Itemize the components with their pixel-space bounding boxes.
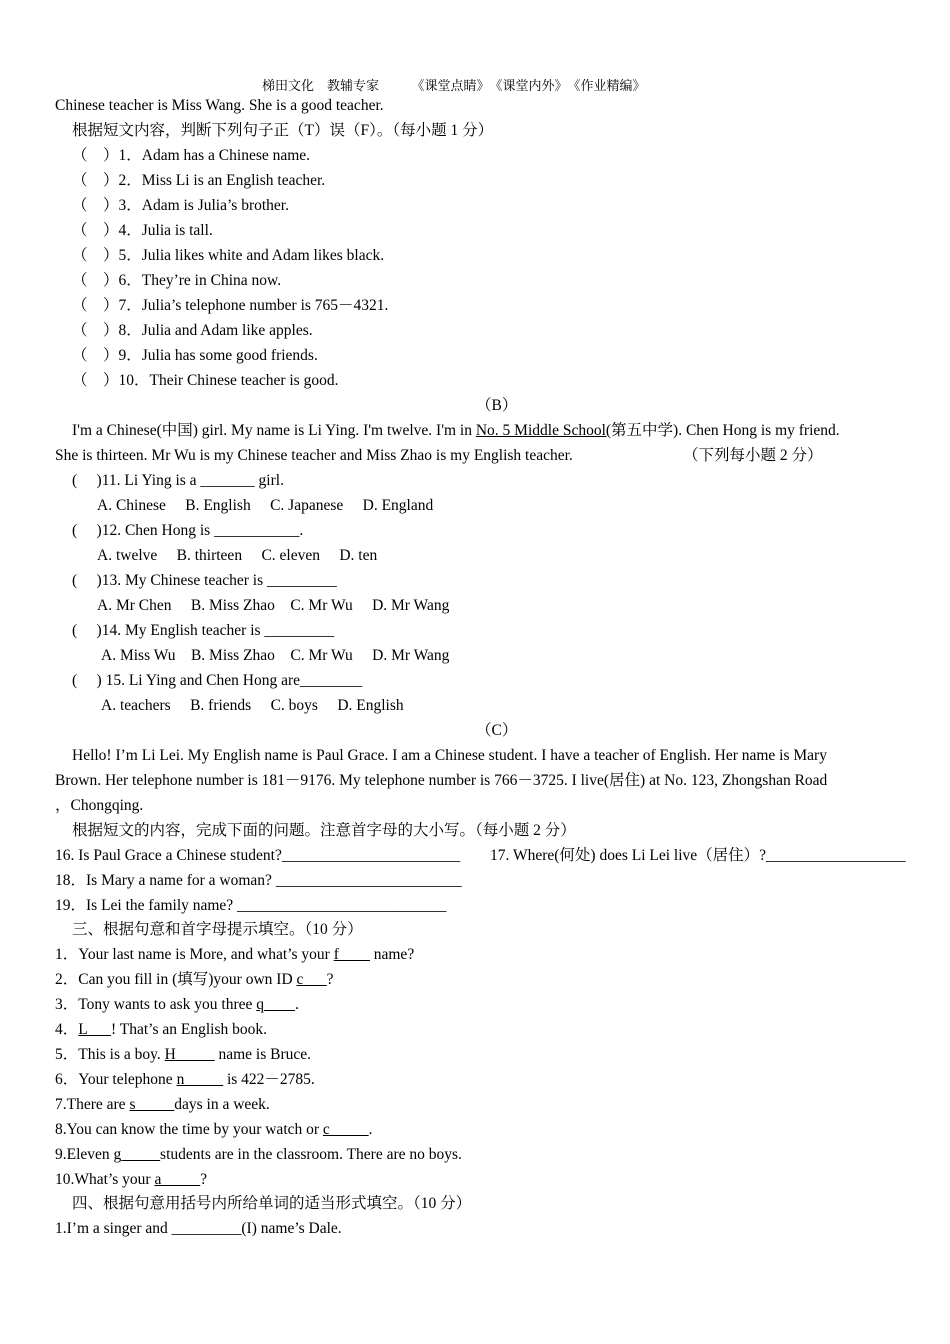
tf-item: （ ）9．Julia has some good friends. <box>72 347 318 364</box>
part-b-heading: （B） <box>476 397 518 414</box>
fill-item: 2．Can you fill in (填写)your own ID c___? <box>55 971 334 988</box>
tf-item: （ ）6．They’re in China now. <box>72 272 282 289</box>
mc-options: A. Mr Chen B. Miss Zhao C. Mr Wu D. Mr Wang <box>97 597 450 614</box>
fill-item: 4．L___! That’s an English book. <box>55 1021 267 1038</box>
passage-c-line-1: Hello! I’m Li Lei. My English name is Paul Grace. I am a Chinese student. I have a teacher of English. Her name is Mary <box>72 747 827 764</box>
fill-item: 5．This is a boy. H_____ name is Bruce. <box>55 1046 312 1063</box>
mc-question: ( )12. Chen Hong is ___________. <box>72 522 304 539</box>
passage-b-line-1: I'm a Chinese(中国) girl. My name is Li Ying. I'm twelve. I'm in No. 5 Middle School(第五中学). Chen Hong is my friend. <box>72 422 840 439</box>
mc-options: A. Chinese B. English C. Japanese D. England <box>97 497 434 514</box>
fill-item: 8.You can know the time by your watch or c_____. <box>55 1121 373 1138</box>
tf-item: （ ）2．Miss Li is an English teacher. <box>72 172 326 189</box>
mc-question: ( ) 15. Li Ying and Chen Hong are________ <box>72 672 363 689</box>
tf-item: （ ）1．Adam has a Chinese name. <box>72 147 311 164</box>
question-19: 19．Is Lei the family name? ___________________________ <box>55 897 447 914</box>
passage-c-line-3: ，Chongqing. <box>55 797 144 814</box>
fill-item: 1．Your last name is More, and what’s your f____ name? <box>55 946 415 963</box>
part-b-score-note: （下列每小题 2 分） <box>683 447 823 464</box>
question-16: 16. Is Paul Grace a Chinese student?_______________________ <box>55 847 461 864</box>
mc-options: A. twelve B. thirteen C. eleven D. ten <box>97 547 378 564</box>
page-header: 梯田文化 教辅专家 《课堂点睛》 《课堂内外》 《作业精编》 <box>262 78 646 93</box>
tf-item: （ ）3．Adam is Julia’s brother. <box>72 197 289 214</box>
mc-question: ( )11. Li Ying is a _______ girl. <box>72 472 284 489</box>
mc-question: ( )14. My English teacher is _________ <box>72 622 335 639</box>
fill-item: 10.What’s your a_____? <box>55 1171 207 1188</box>
mc-options: A. teachers B. friends C. boys D. English <box>101 697 404 714</box>
tf-item: （ ）10．Their Chinese teacher is good. <box>72 372 339 389</box>
passage-b-line-2: She is thirteen. Mr Wu is my Chinese teacher and Miss Zhao is my English teacher. <box>55 447 573 464</box>
fill-item: 6．Your telephone n_____ is 422－2785. <box>55 1071 315 1088</box>
passage-a-tail: Chinese teacher is Miss Wang. She is a good teacher. <box>55 97 384 114</box>
tf-item: （ ）7．Julia’s telephone number is 765－4321. <box>72 297 389 314</box>
fill-item: 9.Eleven g_____students are in the classroom. There are no boys. <box>55 1146 462 1163</box>
question-18: 18．Is Mary a name for a woman? ________________________ <box>55 872 462 889</box>
fill-item: 7.There are s_____days in a week. <box>55 1096 270 1113</box>
part-a-instruction: 根据短文内容，判断下列句子正（T）误（F）。（每小题 1 分） <box>72 122 494 139</box>
form-fill-item: 1.I’m a singer and _________(I) name’s Dale. <box>55 1220 342 1237</box>
mc-question: ( )13. My Chinese teacher is _________ <box>72 572 337 589</box>
mc-options: A. Miss Wu B. Miss Zhao C. Mr Wu D. Mr Wang <box>101 647 450 664</box>
part-c-instruction: 根据短文的内容，完成下面的问题。注意首字母的大小写。（每小题 2 分） <box>72 822 576 839</box>
fill-item: 3．Tony wants to ask you three q____. <box>55 996 299 1013</box>
section-4-title: 四、根据句意用括号内所给单词的适当形式填空。（10 分） <box>72 1195 472 1212</box>
tf-item: （ ）5．Julia likes white and Adam likes black. <box>72 247 385 264</box>
section-3-title: 三、根据句意和首字母提示填空。（10 分） <box>72 921 363 938</box>
question-17: 17. Where(何处) does Li Lei live（居住）?__________________ <box>490 847 906 864</box>
passage-c-line-2: Brown. Her telephone number is 181－9176. My telephone number is 766－3725. I live(居住) at No. 123, Zhongshan Road <box>55 772 828 789</box>
part-c-heading: （C） <box>476 722 518 739</box>
tf-item: （ ）4．Julia is tall. <box>72 222 213 239</box>
tf-item: （ ）8．Julia and Adam like apples. <box>72 322 313 339</box>
